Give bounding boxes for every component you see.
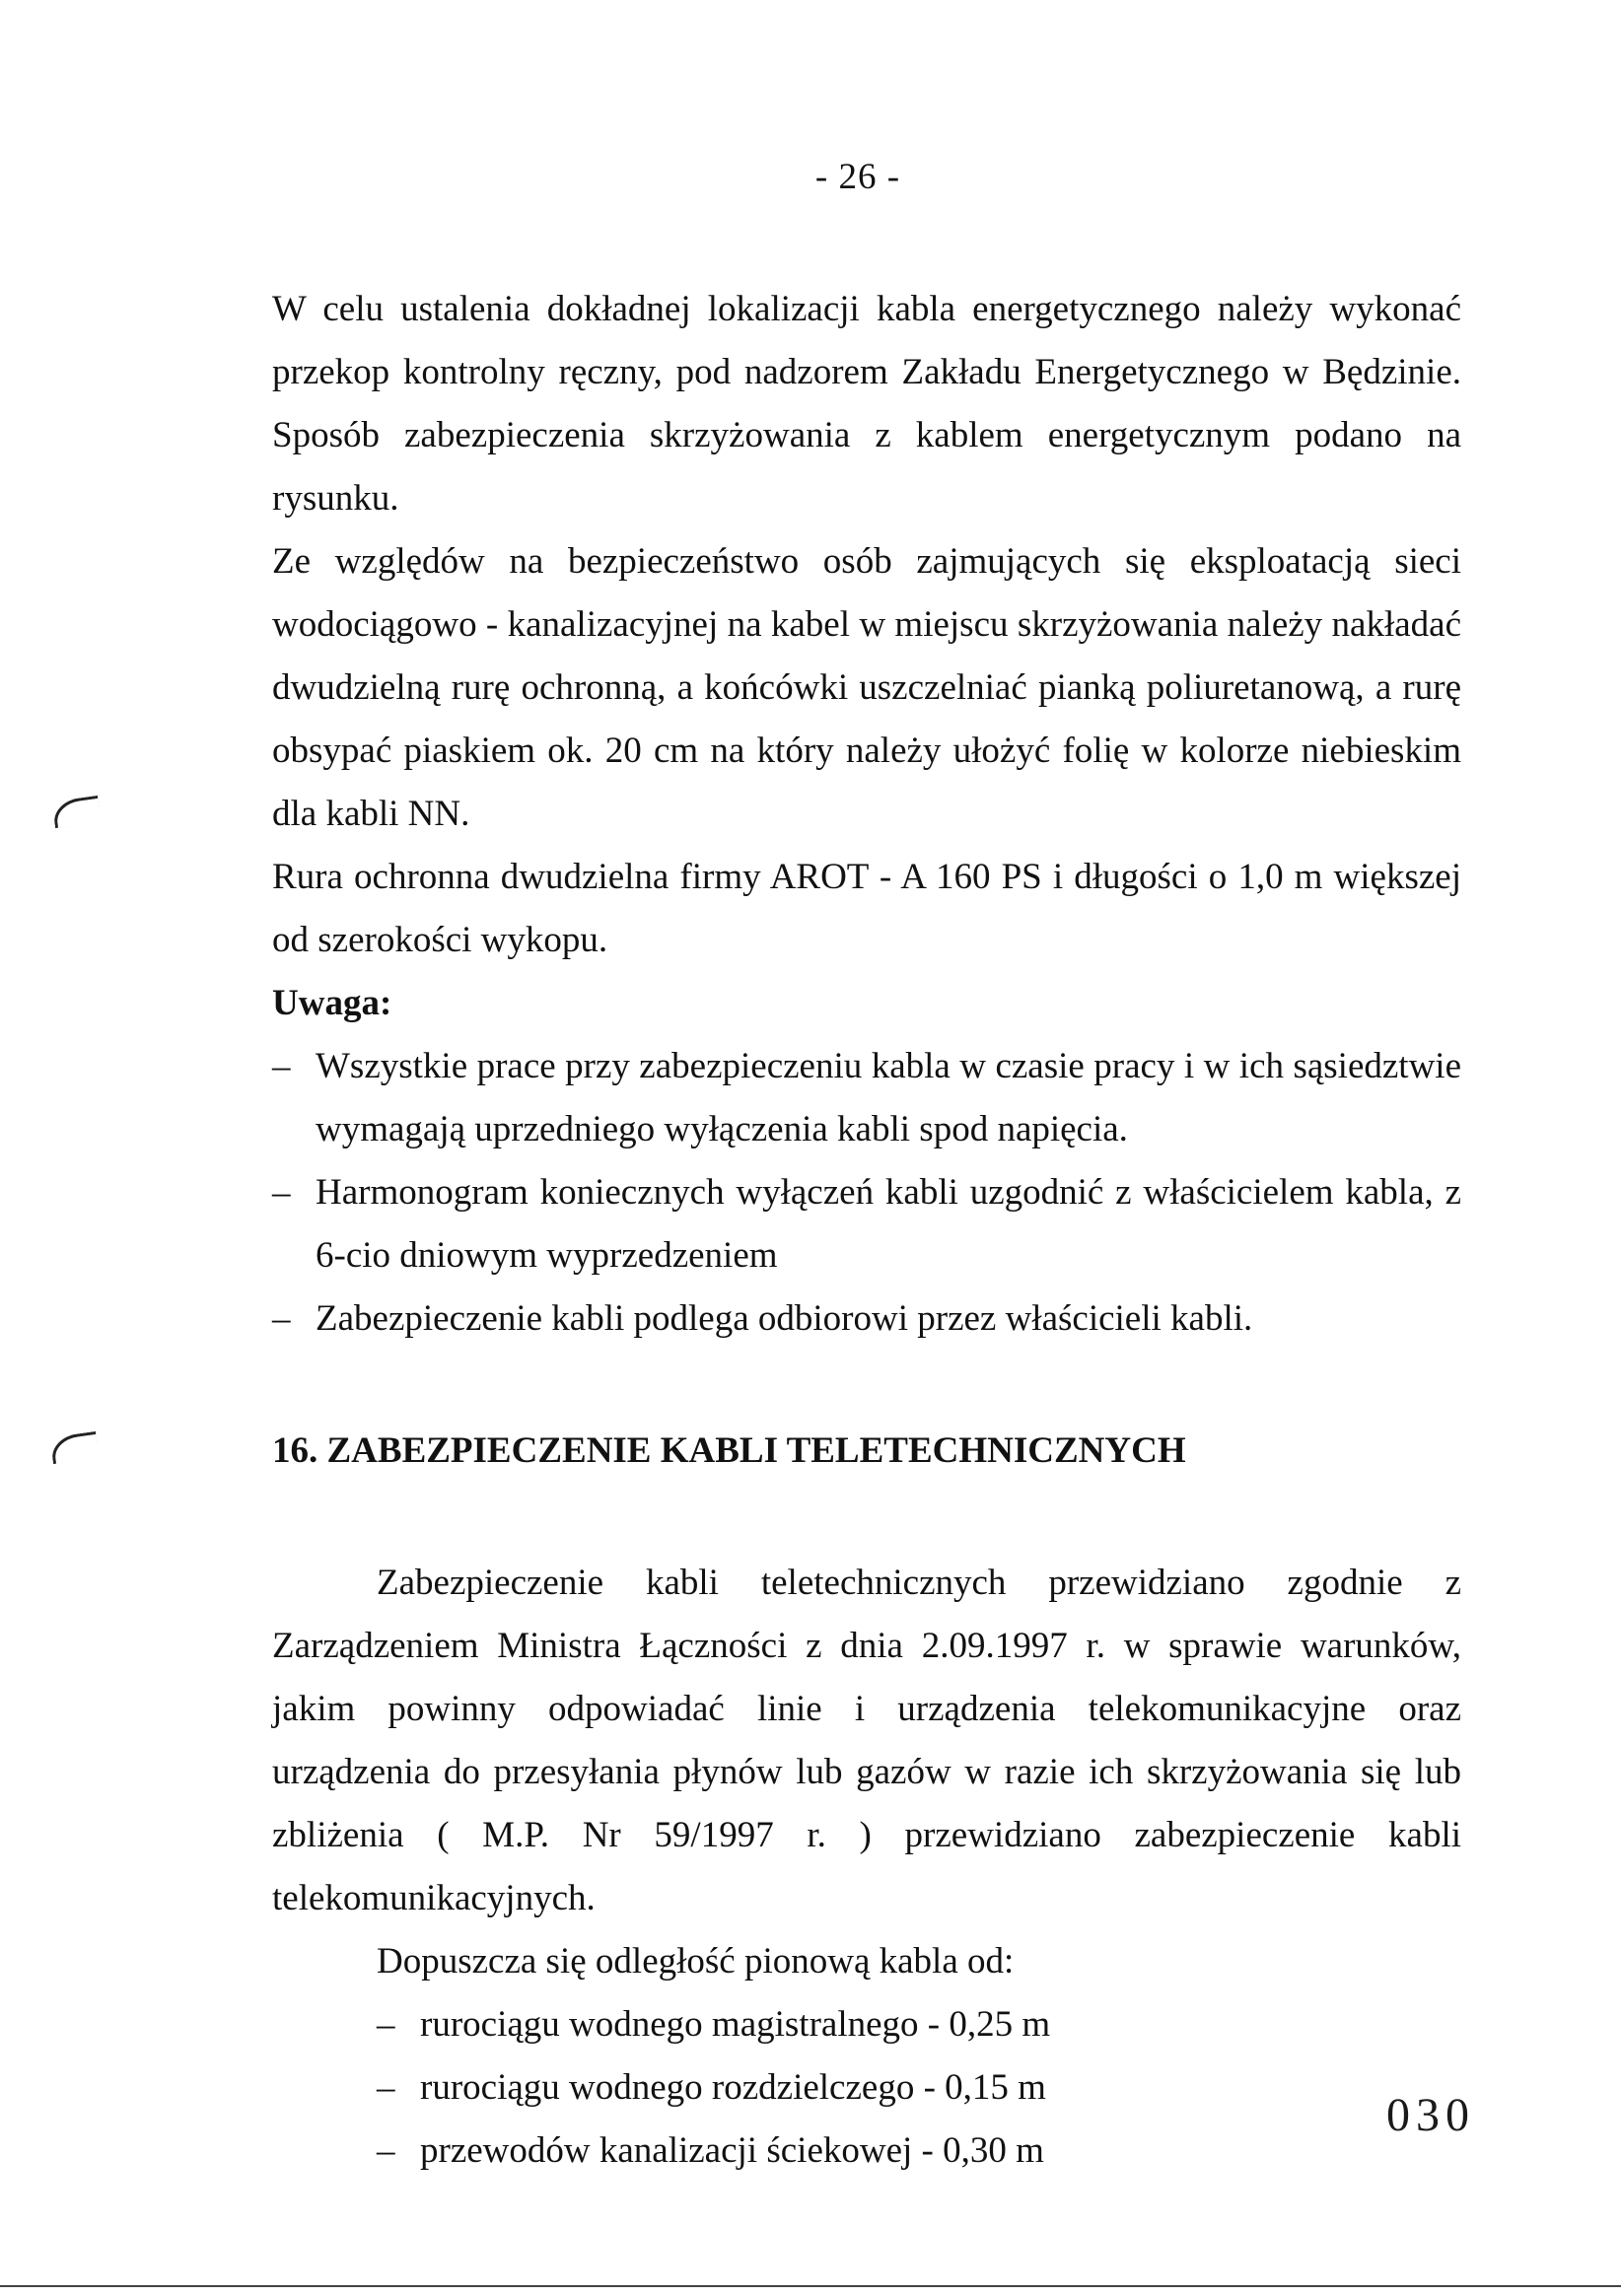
distance-item: – rurociągu wodnego rozdzielczego - 0,15 m [377, 2056, 1461, 2120]
note-item: – Harmonogram koniecznych wyłączeń kabli uzgodnić z właścicielem kabla, z 6-cio dniowym wyprzedzeniem [272, 1161, 1461, 1287]
margin-mark [49, 1431, 99, 1464]
page-number: - 26 - [814, 157, 901, 197]
note-list [272, 1035, 1461, 1351]
safety-paragraph: Ze względów na bezpieczeństwo osób zajmujących się eksploatacją sieci wodociągowo - kanalizacyjnej na kabel w miejscu skrzyżowania należy nakładać dwudzielną rurę ochronną, a końcówki uszczelniać pianką poliuretanową, a rurę obsypać piaskiem ok. 20 cm na który należy ułożyć folię w kolorze niebieskim dla kabli NN. [272, 541, 1461, 834]
distance-intro: Dopuszcza się odległość pionową kabla od: [377, 1941, 1015, 1982]
margin-mark [51, 796, 101, 828]
distance-item: – przewodów kanalizacji ściekowej - 0,30 m [377, 2120, 1461, 2183]
distance-list [272, 1993, 1461, 2183]
section-paragraph: Zabezpieczenie kabli teletechnicznych przewidziano zgodnie z Zarządzeniem Ministra Łączności z dnia 2.09.1997 r. w sprawie warunków, jakim powinny odpowiadać linie i urządzenia telekomunikacyjne oraz urządzenia do przesyłania płynów lub gazów w razie ich skrzyżowania się lub zbliżenia ( M.P. Nr 59/1997 r. ) przewidziano zabezpieczenie kabli telekomunikacyjnych. [272, 1563, 1461, 1918]
section-heading: 16. ZABEZPIECZENIE KABLI TELETECHNICZNYCH [272, 1430, 1186, 1471]
note-item: – Zabezpieczenie kabli podlega odbiorowi przez właścicieli kabli. [272, 1287, 1461, 1351]
note-item: – Wszystkie prace przy zabezpieczeniu kabla w czasie pracy i w ich sąsiedztwie wymagają uprzedniego wyłączenia kabli spod napięcia. [272, 1035, 1461, 1161]
note-heading: Uwaga: [272, 983, 392, 1023]
pipe-paragraph: Rura ochronna dwudzielna firmy AROT - A 160 PS i długości o 1,0 m większej od szerokości wykopu. [272, 857, 1461, 960]
bottom-rule [0, 2285, 1621, 2287]
page-content [272, 278, 1461, 2183]
sheet-stamp-number: 030 [1386, 2089, 1475, 2141]
intro-paragraph: W celu ustalenia dokładnej lokalizacji kabla energetycznego należy wykonać przekop kontrolny ręczny, pod nadzorem Zakładu Energetycznego w Będzinie. Sposób zabezpieczenia skrzyżowania z kablem energetycznym podano na rysunku. [272, 289, 1461, 519]
distance-item: – rurociągu wodnego magistralnego - 0,25 m [377, 1993, 1461, 2056]
